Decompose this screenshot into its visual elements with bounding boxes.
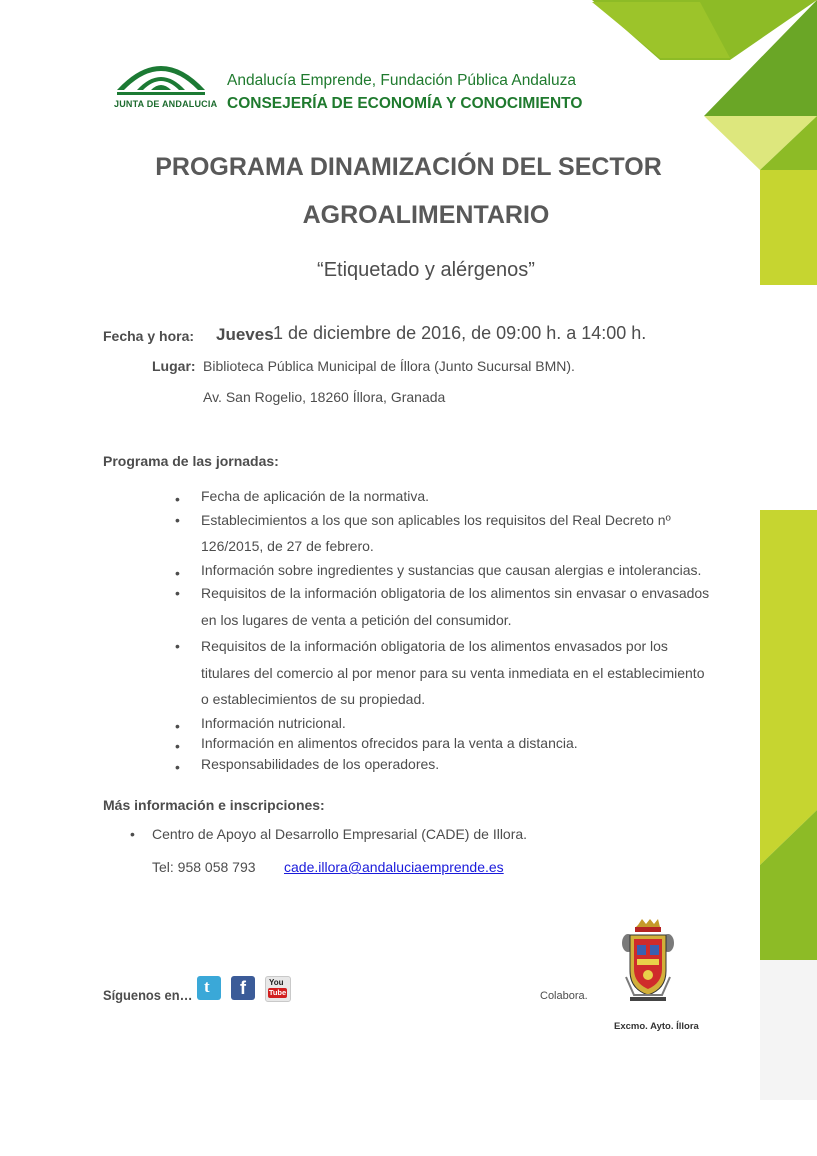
programa-item [175, 580, 755, 633]
programa-heading: Programa de las jornadas: [103, 453, 279, 469]
bullet-icon: • [175, 758, 180, 775]
org-name: Andalucía Emprende, Fundación Pública Andaluza [227, 72, 576, 89]
page-subtitle: “Etiquetado y alérgenos” [317, 259, 535, 281]
bar-light [760, 510, 817, 865]
info-bullet: • [130, 826, 135, 842]
programa-item-line: Requisitos de la información obligatoria de los alimentos envasados por los [201, 638, 668, 654]
programa-item [175, 733, 755, 754]
decorative-shapes-top [0, 0, 817, 300]
programa-list [175, 486, 755, 774]
twitter-icon[interactable] [197, 976, 221, 1000]
bullet-icon: • [175, 738, 180, 754]
programa-item-line: o establecimientos de su propiedad. [201, 691, 426, 707]
phone-number: Tel: 958 058 793 [152, 859, 256, 875]
facebook-icon[interactable] [231, 976, 255, 1000]
fecha-label: Fecha y hora: [103, 328, 195, 344]
bullet-icon: • [175, 585, 180, 601]
facebook-glyph: f [240, 978, 246, 998]
info-heading: Más información e inscripciones: [103, 797, 325, 813]
programa-item-line: Establecimientos a los que son aplicables los requisitos del Real Decreto nº [201, 511, 671, 528]
page-title-line1: PROGRAMA DINAMIZACIÓN DEL SECTOR [155, 153, 662, 181]
programa-item-line: Responsabilidades de los operadores. [201, 755, 440, 772]
programa-item [175, 560, 755, 581]
programa-item-line: en los lugares de venta a petición del consumidor. [201, 611, 512, 628]
bullet-icon: • [175, 491, 180, 507]
bullet-icon: • [175, 564, 180, 581]
bullet-icon: • [175, 717, 180, 734]
lugar-line2: Av. San Rogelio, 18260 Íllora, Granada [203, 389, 446, 405]
illora-coat-of-arms [620, 919, 676, 1003]
programa-item-line: Información nutricional. [201, 714, 346, 731]
youtube-glyph-top: You [269, 978, 284, 987]
fecha-value: 1 de diciembre de 2016, de 09:00 h. a 14:00 h. [273, 323, 647, 343]
youtube-icon[interactable] [265, 976, 291, 1002]
bullet-icon: • [175, 511, 180, 528]
programa-item [175, 486, 755, 507]
programa-item-line: Requisitos de la información obligatoria de los alimentos sin envasar o envasados [201, 585, 710, 601]
email-link[interactable]: cade.illora@andaluciaemprende.es [284, 859, 504, 875]
consejeria-name: CONSEJERÍA DE ECONOMÍA Y CONOCIMIENTO [227, 95, 583, 112]
colabora-label: Colabora. [540, 990, 588, 1002]
lugar-label: Lugar: [152, 358, 196, 374]
programa-item [175, 754, 755, 775]
bullet-icon: • [175, 638, 180, 654]
decorative-shapes-right [755, 510, 817, 1100]
programa-item [175, 713, 755, 734]
programa-item-line: 126/2015, de 27 de febrero. [201, 538, 374, 554]
programa-item-line: titulares del comercio al por menor para su venta inmediata en el establecimiento [201, 664, 705, 681]
info-item: Centro de Apoyo al Desarrollo Empresarial (CADE) de Illora. [152, 826, 528, 842]
programa-item-line: Fecha de aplicación de la normativa. [201, 488, 430, 504]
programa-item-line: Información en alimentos ofrecidos para la venta a distancia. [201, 735, 578, 751]
fecha-day: Jueves [216, 325, 274, 344]
programa-item [175, 507, 755, 560]
siguenos-label: Síguenos en… [103, 987, 193, 1003]
logo-caption: JUNTA DE ANDALUCIA [114, 99, 218, 109]
page-title-line2: AGROALIMENTARIO [302, 201, 550, 229]
programa-item [175, 633, 755, 713]
youtube-glyph-bottom: Tube [268, 988, 287, 997]
lugar-line1: Biblioteca Pública Municipal de Íllora (Junto Sucursal BMN). [203, 358, 575, 374]
crest-caption: Excmo. Ayto. Íllora [614, 1021, 699, 1032]
twitter-glyph: t [204, 977, 210, 996]
programa-item-line: Información sobre ingredientes y sustancias que causan alergias e intolerancias. [201, 561, 702, 578]
